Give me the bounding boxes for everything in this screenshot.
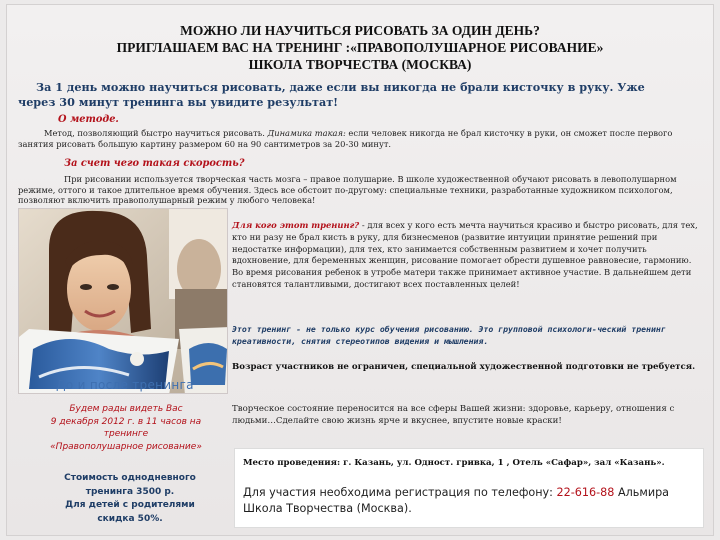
no-skill-note: Возраст участников не ограничен, специальной художественной подготовки не требуется. — [232, 362, 696, 372]
venue-text: Место проведения: г. Казань, ул. Одност. гривка, 1 , Отель «Сафар», зал «Казань». — [243, 458, 665, 468]
heading-line-3: ШКОЛА ТВОРЧЕСТВА (МОСКВА) — [248, 57, 472, 72]
invite-line-2: 9 декабря 2012 г. в 11 часов на — [50, 416, 202, 427]
page-heading — [20, 22, 700, 73]
price-line-3: Для детей с родителями — [65, 500, 195, 510]
method-title: О методе. — [58, 114, 119, 125]
lead-line-1: За 1 день можно научиться рисовать, даже если вы никогда не брали кисточку в руку. Уже — [36, 80, 645, 94]
lead-line-2: через 30 минут тренинга вы увидите результат! — [18, 95, 339, 109]
invitation-block — [26, 403, 226, 453]
training-photo-image — [19, 209, 228, 394]
photo-caption: До и после тренинга — [56, 378, 194, 392]
price-block — [40, 472, 220, 526]
training-photo — [18, 208, 228, 394]
price-line-2: тренинга 3500 р. — [85, 486, 175, 497]
who-label: Для кого этот тренинг? — [232, 220, 360, 230]
registration-text-a: Для участия необходима регистрация по телефону: — [243, 486, 557, 499]
price-line-4: скидка 50%. — [97, 513, 163, 524]
phone-number[interactable]: 22-616-88 — [556, 486, 615, 499]
method-text-a: Метод, позволяющий быстро научиться рисовать. — [44, 128, 268, 138]
speed-text: При рисовании используется творческая часть мозга – правое полушарие. В школе художественной обучают рисовать в левополушарном режиме, оттого и такое длительное время обучения. Здесь все обстоит по-другому: специальные техники, разработанные художником психологом, позволяют включить правополушарный режим у любого человека! — [18, 174, 677, 205]
who-text: - для всех у кого есть мечта научиться красиво и быстро рисовать, для тех, кто ни разу не брал кисть в руку, для бизнесменов (развитие интуиции принятие решений при недостатке информации), для тех, кто занимается собственным развитием и хочет получить вдохновение, для беременных женщин, рисование помогает обрести душевное равновесие, гармонию. Во время рисования ребенок в утробе матери также принимает активное участие. В дальнейшем дети становятся талантливыми, достигают всех поставленных целей! — [232, 220, 698, 289]
registration-text — [243, 485, 699, 517]
invite-line-4: «Правополушарное рисование» — [50, 441, 202, 452]
venue-box — [234, 448, 704, 528]
method-text — [18, 128, 702, 149]
invite-line-3: тренинге — [103, 429, 149, 439]
lead-paragraph — [18, 80, 702, 110]
who-section — [232, 220, 702, 291]
method-text-b: если человек никогда не брал кисточку в руки, он сможет после первого занятия рисовать большую картину размером 60 на 90 сантиметров за 20-30 минут. — [18, 128, 673, 149]
registration-text-b: Альмира Школа Творчества (Москва). — [243, 486, 670, 515]
heading-line-2: ПРИГЛАШАЕМ ВАС НА ТРЕНИНГ :«ПРАВОПОЛУШАРНОЕ РИСОВАНИЕ» — [116, 40, 604, 55]
psych-note: Этот тренинг - не только курс обучения рисованию. Это групповой психологи-ческий тренинг креативности, снятия стереотипов видения и мышления. — [232, 324, 666, 346]
creative-note: Творческое состояние переносится на все сферы Вашей жизни: здоровье, карьеру, отношения с людьми…Сделайте свою жизнь ярче и вкуснее, впустите новые краски! — [232, 404, 675, 426]
price-line-1: Стоимость однодневного — [64, 473, 196, 483]
method-text-em: Динамика такая: — [267, 128, 346, 138]
invite-line-1: Будем рады видеть Вас — [69, 404, 183, 414]
heading-line-1: МОЖНО ЛИ НАУЧИТЬСЯ РИСОВАТЬ ЗА ОДИН ДЕНЬ? — [180, 23, 540, 38]
speed-title: За счет чего такая скорость? — [64, 158, 245, 169]
